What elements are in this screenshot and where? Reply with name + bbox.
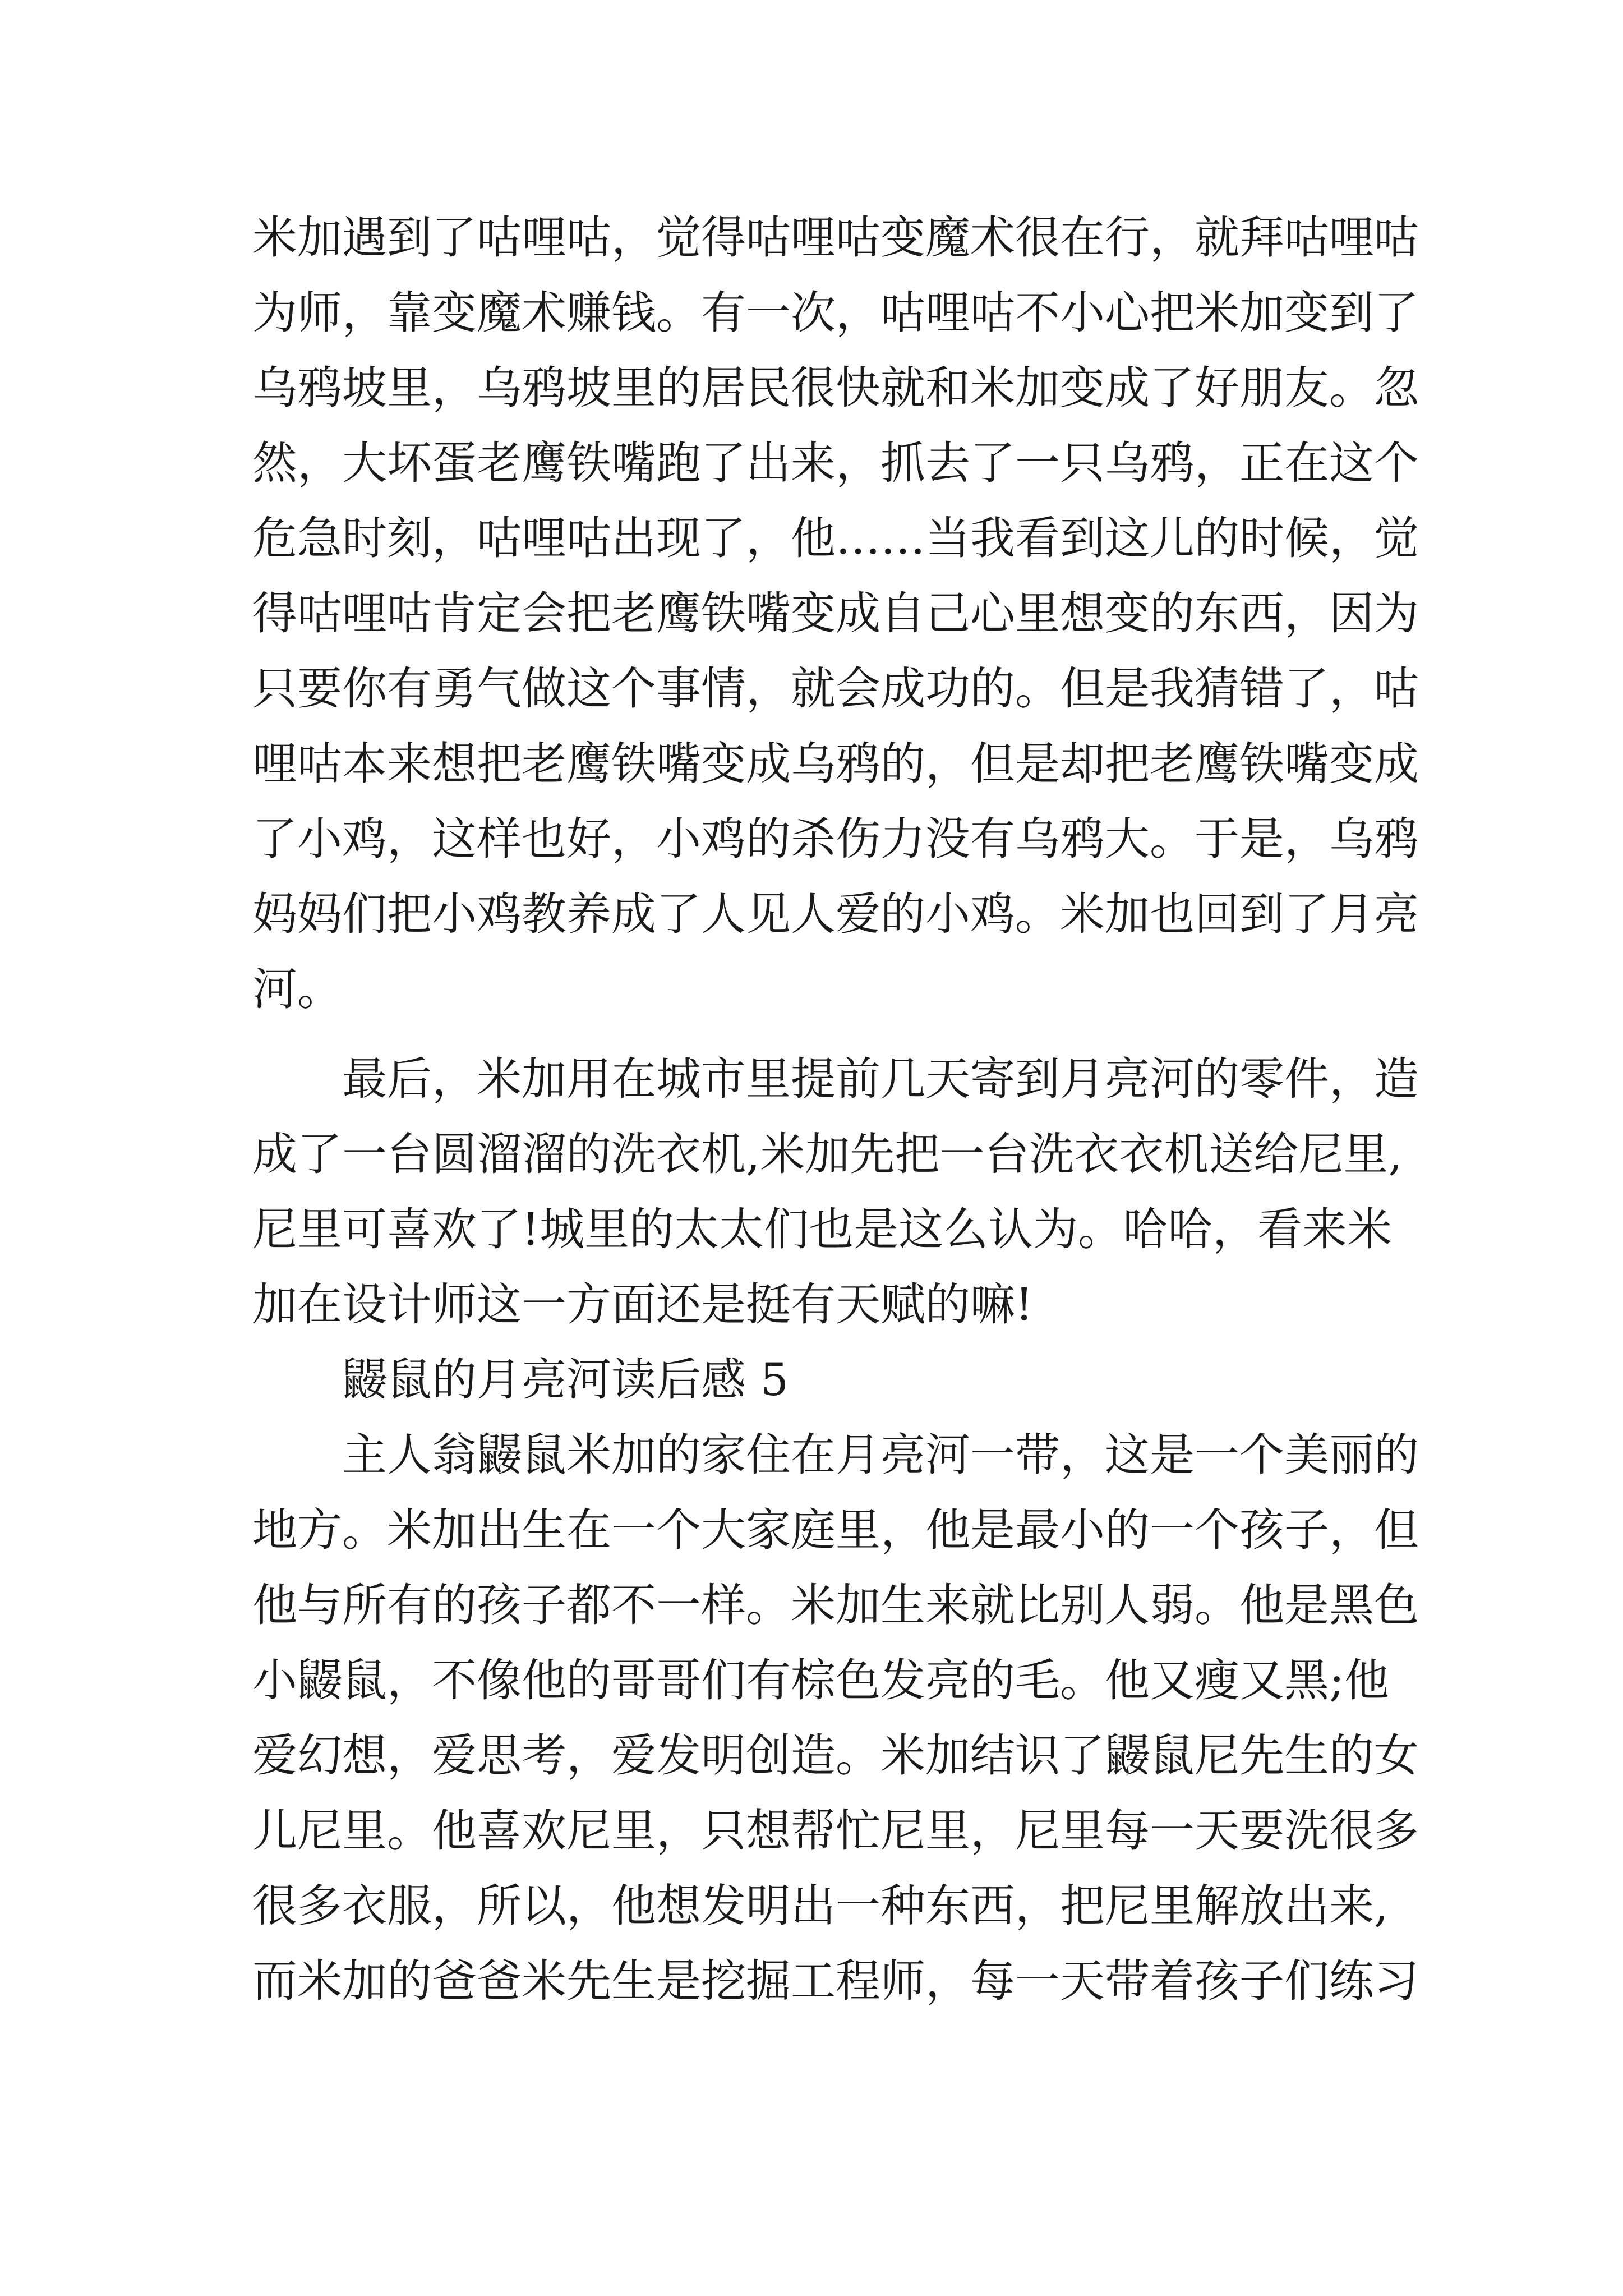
text-line: 小鼹鼠，不像他的哥哥们有棕色发亮的毛。他又瘦又黑;他 — [252, 1654, 1389, 1706]
text-line: 很多衣服，所以，他想发明出一种东西，把尼里解放出来, — [252, 1880, 1389, 1932]
text-line: 尼里可喜欢了!城里的太太们也是这么认为。哈哈，看来米 — [252, 1203, 1393, 1255]
text-line: 得咕哩咕肯定会把老鹰铁嘴变成自己心里想变的东西，因为 — [252, 587, 1419, 639]
text-line: 乌鸦坡里，乌鸦坡里的居民很快就和米加变成了好朋友。忽 — [252, 362, 1419, 414]
text-line: 而米加的爸爸米先生是挖掘工程师，每一天带着孩子们练习 — [252, 1955, 1419, 2007]
text-line: 加在设计师这一方面还是挺有天赋的嘛! — [252, 1278, 1034, 1331]
text-line: 米加遇到了咕哩咕，觉得咕哩咕变魔术很在行，就拜咕哩咕 — [252, 211, 1419, 264]
paragraph-start-line: 最后，米加用在城市里提前几天寄到月亮河的零件，造 — [342, 1053, 1419, 1105]
text-line: 他与所有的孩子都不一样。米加生来就比别人弱。他是黑色 — [252, 1579, 1419, 1631]
text-line: 了小鸡，这样也好，小鸡的杀伤力没有乌鸦大。于是，乌鸦 — [252, 813, 1419, 865]
text-line: 只要你有勇气做这个事情，就会成功的。但是我猜错了，咕 — [252, 662, 1419, 715]
text-line: 儿尼里。他喜欢尼里，只想帮忙尼里，尼里每一天要洗很多 — [252, 1805, 1419, 1857]
section-heading: 鼹鼠的月亮河读后感 5 — [342, 1354, 789, 1406]
text-line: 河。 — [252, 963, 342, 1015]
text-line: 成了一台圆溜溜的洗衣机,米加先把一台洗衣衣机送给尼里, — [252, 1128, 1403, 1180]
text-line: 危急时刻，咕哩咕出现了，他……当我看到这儿的时候，觉 — [252, 512, 1419, 564]
text-line: 然，大坏蛋老鹰铁嘴跑了出来，抓去了一只乌鸦，正在这个 — [252, 437, 1419, 489]
text-line: 地方。米加出生在一个大家庭里，他是最小的一个孩子，但 — [252, 1504, 1419, 1556]
text-line: 为师，靠变魔术赚钱。有一次，咕哩咕不小心把米加变到了 — [252, 287, 1419, 339]
paragraph-start-line: 主人翁鼹鼠米加的家住在月亮河一带，这是一个美丽的 — [342, 1429, 1419, 1481]
text-line: 爱幻想，爱思考，爱发明创造。米加结识了鼹鼠尼先生的女 — [252, 1729, 1419, 1782]
text-line: 哩咕本来想把老鹰铁嘴变成乌鸦的，但是却把老鹰铁嘴变成 — [252, 738, 1419, 790]
text-line: 妈妈们把小鸡教养成了人见人爱的小鸡。米加也回到了月亮 — [252, 888, 1419, 940]
